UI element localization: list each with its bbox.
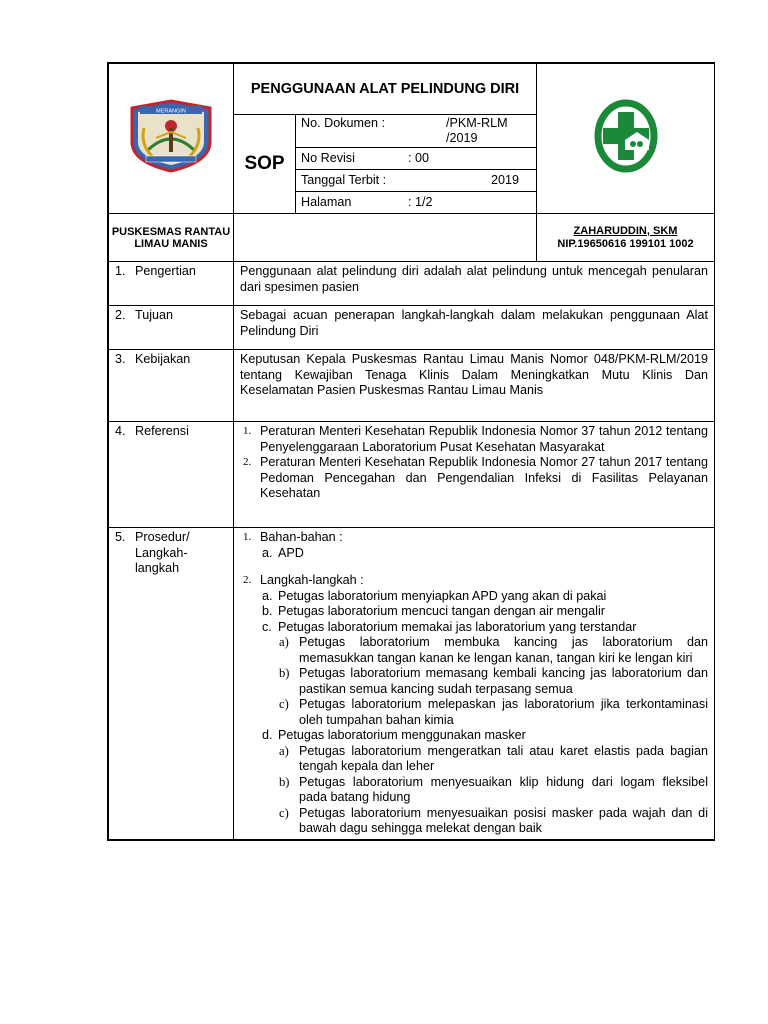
section-content xyxy=(234,528,715,840)
section-tujuan xyxy=(109,306,715,350)
revision-label: No Revisi xyxy=(301,151,355,165)
document-meta-table xyxy=(296,115,536,213)
list-marker: b. xyxy=(262,604,273,618)
list-item xyxy=(277,806,708,837)
section-label xyxy=(109,350,234,422)
reference-list xyxy=(240,424,708,502)
list-text: Petugas laboratorium memakai jas laboratorium yang terstandar xyxy=(278,619,637,634)
list-item xyxy=(240,573,708,837)
document-title: PENGGUNAAN ALAT PELINDUNG DIRI xyxy=(234,64,537,115)
regency-seal-icon xyxy=(126,98,216,174)
list-item xyxy=(240,530,708,561)
mask-steps xyxy=(260,744,708,837)
list-item xyxy=(260,604,708,620)
list-marker: c. xyxy=(262,619,272,634)
regency-seal-cell xyxy=(109,64,234,214)
section-referensi xyxy=(109,422,715,528)
section-number: 2. xyxy=(115,308,126,322)
list-text: Petugas laboratorium menyesuaikan posisi masker pada wajah dan di bawah dagu sehingga melekat dengan baik xyxy=(299,805,708,835)
list-marker: b) xyxy=(279,774,290,789)
list-item xyxy=(277,744,708,775)
list-marker: a. xyxy=(262,588,273,603)
section-label xyxy=(109,262,234,306)
section-kebijakan xyxy=(109,350,715,422)
sop-label: SOP xyxy=(234,115,296,214)
steps-list-continued xyxy=(260,728,708,744)
doc-number-label: No. Dokumen : xyxy=(301,116,385,130)
page-row xyxy=(296,192,536,214)
page-value: : 1/2 xyxy=(408,195,433,209)
section-number: 4. xyxy=(115,424,126,438)
list-text: Langkah-langkah : xyxy=(260,573,364,587)
list-text: Petugas laboratorium membuka kancing jas laboratorium dan memasukkan tangan kanan ke lengan kanan, tangan kiri ke lengan kiri xyxy=(299,635,708,665)
list-item xyxy=(260,546,708,562)
doc-number-row xyxy=(296,115,536,148)
list-marker: 1. xyxy=(243,425,252,437)
list-marker: d. xyxy=(262,728,273,742)
list-text: Bahan-bahan : xyxy=(260,530,343,544)
section-text: Keputusan Kepala Puskesmas Rantau Limau Manis Nomor 048/PKM-RLM/2019 tentang Kewajiban Tenaga Klinis Dalam Meningkatkan Mutu Klinis Dan Keselamatan Pasien Puskesmas Rantau Limau Manis xyxy=(234,350,715,422)
issue-date-label: Tanggal Terbit : xyxy=(301,173,387,187)
list-text: Petugas laboratorium memasang kembali kancing jas laboratorium dan pastikan semua kancing sudah terpasang semua xyxy=(299,666,708,696)
list-marker: 1. xyxy=(243,531,252,543)
section-number: 5. xyxy=(115,530,126,544)
list-text: Petugas laboratorium menyesuaikan klip hidung dari logam fleksibel pada batang hidung xyxy=(299,774,708,804)
list-item xyxy=(260,589,708,605)
list-item xyxy=(260,620,708,636)
list-item xyxy=(277,666,708,697)
issue-date-value: 2019 xyxy=(491,173,520,187)
list-text: APD xyxy=(278,545,304,560)
signer-nip: NIP.19650616 199101 1002 xyxy=(557,237,694,250)
list-item xyxy=(277,635,708,666)
section-text: Sebagai acuan penerapan langkah-langkah dalam melakukan penggunaan Alat Pelindung Diri xyxy=(234,306,715,350)
section-label xyxy=(109,528,234,840)
section-title: Prosedur/ Langkah-langkah xyxy=(135,530,190,575)
section-content xyxy=(234,422,715,528)
sop-table xyxy=(108,63,715,840)
list-text: Petugas laboratorium mengeratkan tali atau karet elastis pada bagian tengah kepala dan leher xyxy=(299,743,708,773)
blank-cell xyxy=(234,214,537,262)
list-item xyxy=(240,455,708,502)
list-marker: a) xyxy=(279,743,289,758)
steps-list xyxy=(260,589,708,636)
section-label xyxy=(109,422,234,528)
section-title: Tujuan xyxy=(135,308,174,322)
list-text: Peraturan Menteri Kesehatan Republik Indonesia Nomor 27 tahun 2017 tentang Pedoman Pencegahan dan Pengendalian Infeksi di Fasilitas Pelayanan Kesehatan xyxy=(260,455,708,500)
list-item xyxy=(240,424,708,455)
section-number: 1. xyxy=(115,264,126,278)
section-prosedur xyxy=(109,528,715,840)
revision-row xyxy=(296,148,536,170)
section-number: 3. xyxy=(115,352,126,366)
list-marker: a. xyxy=(262,545,273,560)
document-meta-cell xyxy=(296,115,537,214)
revision-value: : 00 xyxy=(408,151,430,165)
section-pengertian xyxy=(109,262,715,306)
sop-document xyxy=(107,62,715,841)
materials-list xyxy=(260,546,708,562)
list-text: Petugas laboratorium menyiapkan APD yang akan di pakai xyxy=(278,588,607,603)
signature-cell xyxy=(537,214,715,262)
list-item xyxy=(277,775,708,806)
list-text: Petugas laboratorium mencuci tangan dengan air mengalir xyxy=(278,604,605,618)
seal-text: MERANGIN xyxy=(156,108,186,115)
issue-date-row xyxy=(296,170,536,192)
list-marker: 2. xyxy=(243,574,252,586)
list-marker: b) xyxy=(279,666,290,680)
list-text: Petugas laboratorium menggunakan masker xyxy=(278,728,526,742)
puskesmas-logo-cell xyxy=(537,64,715,214)
organization-name: PUSKESMAS RANTAU LIMAU MANIS xyxy=(109,214,234,262)
lab-coat-steps xyxy=(260,635,708,728)
section-label xyxy=(109,306,234,350)
section-title: Referensi xyxy=(135,424,189,438)
list-text: Petugas laboratorium melepaskan jas laboratorium jika terkontaminasi oleh tumpahan bahan kimia xyxy=(299,697,708,727)
list-marker: c) xyxy=(279,697,289,711)
signer-name: ZAHARUDDIN, SKM xyxy=(573,224,678,237)
section-title: Pengertian xyxy=(135,264,196,278)
list-item xyxy=(277,697,708,728)
section-text: Penggunaan alat pelindung diri adalah alat pelindung untuk mencegah penularan dari spesimen pasien xyxy=(234,262,715,306)
list-text: Peraturan Menteri Kesehatan Republik Indonesia Nomor 37 tahun 2012 tentang Penyelenggaraan Laboratorium Pusat Kesehatan Masyarakat xyxy=(260,424,708,454)
doc-number-value: /PKM-RLM /2019 xyxy=(446,116,508,145)
list-marker: a) xyxy=(279,635,289,649)
list-item xyxy=(260,728,708,744)
page-label: Halaman xyxy=(301,195,352,209)
procedure-list xyxy=(240,530,708,837)
spacer xyxy=(240,561,708,573)
puskesmas-logo-icon xyxy=(591,98,661,174)
list-marker: 2. xyxy=(243,456,252,468)
list-marker: c) xyxy=(279,805,289,820)
section-title: Kebijakan xyxy=(135,352,191,366)
